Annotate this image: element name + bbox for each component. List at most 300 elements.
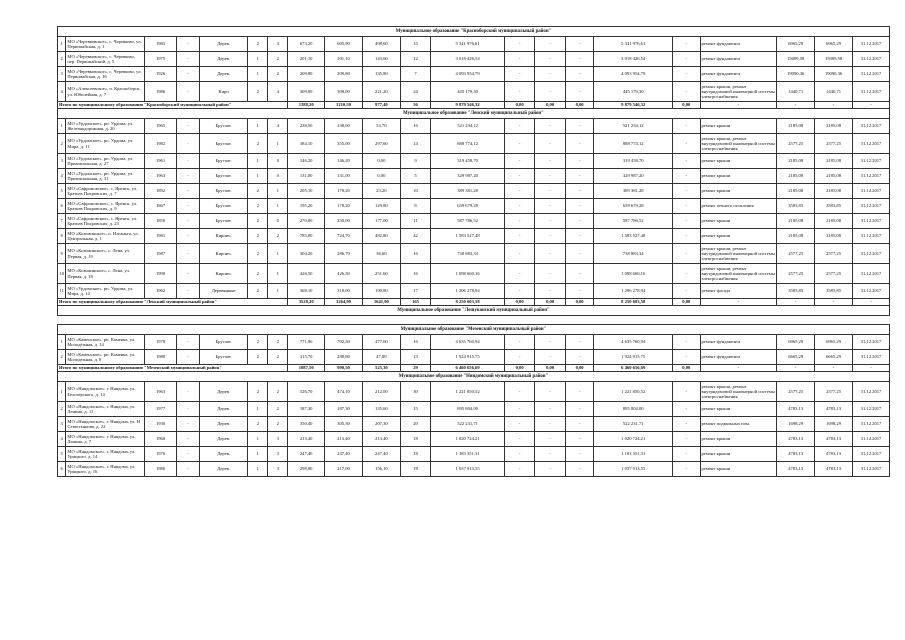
owners-cost: 4 093 954,79 — [594, 67, 673, 82]
build-year: 1990 — [145, 264, 177, 284]
floors: 2 — [248, 134, 268, 154]
max-cost: 3583,85 — [815, 199, 853, 214]
build-year: 1961 — [145, 154, 177, 169]
residents: 5 — [400, 169, 431, 184]
total-completion-date: - — [852, 365, 889, 372]
total-fund-federal: 0,00 — [504, 102, 535, 109]
other-cost: - — [673, 335, 700, 350]
row-number: 5 — [58, 184, 66, 199]
fund-regional: - — [535, 264, 566, 284]
floors: 1 — [248, 67, 268, 82]
row-number: 2 — [58, 350, 66, 365]
owners-cost: 521 234,12 — [594, 119, 673, 134]
total-unit-cost: - — [777, 365, 815, 372]
house-row — [58, 199, 890, 214]
work-type: ремонт крыши — [700, 229, 777, 244]
total-private-area: 525,30 — [362, 365, 400, 372]
fund-regional: - — [535, 52, 566, 67]
total-area: 298,80 — [288, 462, 325, 477]
row-number: 2 — [58, 134, 66, 154]
living-area: 724,70 — [325, 229, 363, 244]
fund-federal: - — [504, 184, 535, 199]
max-cost: 1698,29 — [815, 417, 853, 432]
max-cost: 2577,25 — [815, 264, 853, 284]
owners-cost: 1 583 527,48 — [594, 229, 673, 244]
private-area: 297,60 — [362, 134, 400, 154]
private-area: 47,80 — [362, 350, 400, 365]
total-owners-cost: 9 879 546,32 — [594, 102, 673, 109]
row-number: 2 — [58, 52, 66, 67]
residents: 17 — [400, 284, 431, 299]
other-cost: - — [673, 52, 700, 67]
private-area: 177,00 — [362, 214, 400, 229]
completion-date: 31.12.2017 — [852, 52, 889, 67]
max-cost: 4783,13 — [815, 447, 853, 462]
section-title: Муниципальное образование "Няндомский муниципальный район" — [58, 372, 890, 382]
build-year: 1981 — [145, 229, 177, 244]
fund-regional: - — [535, 350, 566, 365]
fund-regional: - — [535, 284, 566, 299]
fund-local: - — [565, 134, 593, 154]
residents: 24 — [400, 82, 431, 102]
completion-date: 31.12.2017 — [852, 229, 889, 244]
section-title: Муниципальное образование "Красноборский муниципальный район" — [58, 27, 890, 37]
wall-material: Дерев. — [199, 417, 247, 432]
fund-federal: - — [504, 82, 535, 102]
owners-cost: 895 804,00 — [594, 402, 673, 417]
residents: 20 — [400, 417, 431, 432]
work-type: ремонт подвальных пом. — [700, 417, 777, 432]
unit-cost: 2577,25 — [777, 244, 815, 264]
house-row — [58, 382, 890, 402]
total-completion-date: - — [852, 102, 889, 109]
fund-regional: - — [535, 402, 566, 417]
fund-regional: - — [535, 184, 566, 199]
private-area: 498,60 — [362, 37, 400, 52]
fund-regional: - — [535, 214, 566, 229]
completion-date: 31.12.2017 — [852, 402, 889, 417]
completion-date: 31.12.2017 — [852, 462, 889, 477]
living-area: 201,10 — [325, 52, 363, 67]
repair-cost: 888 774,12 — [431, 134, 505, 154]
completion-date: 31.12.2017 — [852, 350, 889, 365]
total-completion-date: - — [852, 299, 889, 306]
entrances: 3 — [268, 462, 288, 477]
wall-material: Дерев. — [199, 447, 247, 462]
residents: 15 — [400, 37, 431, 52]
fund-regional: - — [535, 37, 566, 52]
living-area: 308,00 — [325, 82, 363, 102]
living-area: 213,40 — [325, 432, 363, 447]
repair-cost: 389 381,28 — [431, 184, 505, 199]
repair-cost: 329 987,20 — [431, 169, 505, 184]
private-area: 143,60 — [362, 52, 400, 67]
private-area: 53,70 — [362, 119, 400, 134]
total-max-cost: - — [815, 102, 853, 109]
house-row — [58, 335, 890, 350]
total-area: 526,70 — [288, 382, 325, 402]
col-3: - — [176, 199, 199, 214]
house-row — [58, 134, 890, 154]
section-title: Муниципальное образование "Мезенский муниципальный район" — [58, 325, 890, 335]
total-fund-regional: 0,00 — [535, 299, 566, 306]
owners-cost: 1 037 913,55 — [594, 462, 673, 477]
residents: 16 — [400, 335, 431, 350]
house-address: МО «Сафроновское», с. Яренск, ул. Братьев Покровских, д. 7 — [66, 184, 145, 199]
fund-local: - — [565, 284, 593, 299]
house-row — [58, 447, 890, 462]
unit-cost: 6965,29 — [777, 37, 815, 52]
house-address: МО «Каменское», рп. Каменка, ул. Молодёжная, д. 14 — [66, 335, 145, 350]
fund-federal: - — [504, 134, 535, 154]
total-fund-local: 0,00 — [565, 365, 593, 372]
owners-cost: 587 786,52 — [594, 214, 673, 229]
section-header-row — [58, 372, 890, 382]
house-row — [58, 52, 890, 67]
fund-local: - — [565, 462, 593, 477]
unit-cost: 6965,29 — [777, 335, 815, 350]
total-work-type: - — [700, 299, 777, 306]
fund-local: - — [565, 67, 593, 82]
work-type: ремонт крыши — [700, 432, 777, 447]
owners-cost: 888 774,12 — [594, 134, 673, 154]
fund-local: - — [565, 154, 593, 169]
unit-cost: 2577,25 — [777, 134, 815, 154]
owners-cost: 319 458,70 — [594, 154, 673, 169]
private-area: 251,60 — [362, 264, 400, 284]
unit-cost: 2185,08 — [777, 119, 815, 134]
house-row — [58, 229, 890, 244]
entrances: 1 — [268, 284, 288, 299]
owners-cost: 639 679,28 — [594, 199, 673, 214]
row-number: 11 — [58, 284, 66, 299]
section-total-row — [58, 299, 890, 306]
fund-local: - — [565, 350, 593, 365]
other-cost: - — [673, 432, 700, 447]
house-address: МО «Сафроновское», с. Яренск, ул. Братьев Покровских, д. 23 — [66, 214, 145, 229]
unit-cost: 15009,58 — [777, 52, 815, 67]
repair-cost: 4 093 954,79 — [431, 67, 505, 82]
work-type: ремонт фундамента — [700, 37, 777, 52]
unit-cost: 4783,13 — [777, 432, 815, 447]
fund-local: - — [565, 52, 593, 67]
house-row — [58, 67, 890, 82]
row-number: 4 — [58, 432, 66, 447]
col-3: - — [176, 402, 199, 417]
entrances: 0 — [268, 169, 288, 184]
col-3: - — [176, 184, 199, 199]
total-label: Итого по муниципальному образованию "Ленский муниципальный район" — [58, 299, 288, 306]
residents: 8 — [400, 199, 431, 214]
work-type: ремонт крыши, ремонт внутридомовой инженерной системы электроснабжения — [700, 82, 777, 102]
house-row — [58, 350, 890, 365]
max-cost: 2185,08 — [815, 119, 853, 134]
row-number: 6 — [58, 462, 66, 477]
house-address: МО «Черевковское», с. Черевково, пер. Первомайский, д. 5 — [66, 52, 145, 67]
total-area: 238,50 — [288, 119, 325, 134]
house-row — [58, 82, 890, 102]
max-cost: 3585,85 — [815, 284, 853, 299]
other-cost: - — [673, 462, 700, 477]
section-total-row — [58, 102, 890, 109]
repair-cost: 319 458,70 — [431, 154, 505, 169]
house-address: МО «Каменское», рп. Каменка, ул. Молодёжная, д. 8 — [66, 350, 145, 365]
wall-material: Дерев. — [199, 432, 247, 447]
total-other-cost: 0,00 — [673, 299, 700, 306]
living-area: 474,10 — [325, 382, 363, 402]
row-number: 8 — [58, 229, 66, 244]
wall-material: Брусчат. — [199, 154, 247, 169]
work-type: ремонт крыши — [700, 184, 777, 199]
unit-cost: 4783,13 — [777, 462, 815, 477]
house-address: МО «Козьминское», с. Лена, ул. Первая, д. 18 — [66, 264, 145, 284]
fund-local: - — [565, 264, 593, 284]
unit-cost: 2185,08 — [777, 169, 815, 184]
total-repair-cost: 9 879 546,32 — [431, 102, 505, 109]
living-area: 250,00 — [325, 214, 363, 229]
floors: 2 — [248, 229, 268, 244]
living-area: 288,80 — [325, 350, 363, 365]
wall-material: Брусчат. — [199, 199, 247, 214]
floors: 1 — [248, 119, 268, 134]
repair-cost: 587 786,52 — [431, 214, 505, 229]
entrances: 2 — [268, 229, 288, 244]
floors: 1 — [248, 169, 268, 184]
total-residents: 56 — [400, 102, 431, 109]
max-cost: 2185,08 — [815, 169, 853, 184]
fund-regional: - — [535, 335, 566, 350]
wall-material: Брусчат. — [199, 184, 247, 199]
fund-federal: - — [504, 52, 535, 67]
residents: 16 — [400, 244, 431, 264]
repair-cost: 521 234,12 — [431, 119, 505, 134]
unit-cost: 3585,85 — [777, 284, 815, 299]
build-year: 1850 — [145, 214, 177, 229]
wall-material: Кирпич. — [199, 264, 247, 284]
col-3: - — [176, 432, 199, 447]
row-number: 5 — [58, 447, 66, 462]
fund-regional: - — [535, 67, 566, 82]
total-area: 368,10 — [288, 284, 325, 299]
total-area: 785,00 — [288, 229, 325, 244]
total-fund-federal: 0,00 — [504, 299, 535, 306]
fund-federal: - — [504, 284, 535, 299]
repair-cost: 1 098 660,16 — [431, 264, 505, 284]
total-label: Итого по муниципальному образованию "Красноборский муниципальный район" — [58, 102, 288, 109]
section-header-row — [58, 27, 890, 37]
total-label: Итого по муниципальному образованию "Мезенский муниципальный район" — [58, 365, 288, 372]
build-year: 1965 — [145, 119, 177, 134]
completion-date: 31.12.2017 — [852, 335, 889, 350]
row-number: 4 — [58, 169, 66, 184]
total-area: 187,30 — [288, 402, 325, 417]
entrances: 1 — [268, 134, 288, 154]
max-cost: 2185,08 — [815, 229, 853, 244]
owners-cost: 1 183 351,31 — [594, 447, 673, 462]
col-3: - — [176, 244, 199, 264]
fund-federal: - — [504, 382, 535, 402]
total-area: 146,20 — [288, 154, 325, 169]
owners-cost: 1 020 724,21 — [594, 432, 673, 447]
residents: 16 — [400, 119, 431, 134]
section-total-row — [58, 365, 890, 372]
build-year: 1930 — [145, 417, 177, 432]
build-year: 1963 — [145, 169, 177, 184]
house-row — [58, 214, 890, 229]
wall-material: Дерев. — [199, 382, 247, 402]
build-year: 1980 — [145, 350, 177, 365]
col-3: - — [176, 264, 199, 284]
floors: 2 — [248, 184, 268, 199]
house-address: МО «Няндомское», г. Няндома, ул. Ленина, д. 7 — [66, 432, 145, 447]
completion-date: 31.12.2017 — [852, 67, 889, 82]
max-cost: 6965,29 — [815, 335, 853, 350]
floors: 1 — [248, 432, 268, 447]
col-3: - — [176, 229, 199, 244]
living-area: 178,20 — [325, 199, 363, 214]
repair-cost: 1 020 724,21 — [431, 432, 505, 447]
fund-regional: - — [535, 432, 566, 447]
entrances: 1 — [268, 199, 288, 214]
total-other-cost: 0,00 — [673, 102, 700, 109]
entrances: 0 — [268, 154, 288, 169]
work-type: ремонт фундамента — [700, 52, 777, 67]
unit-cost: 2185,08 — [777, 214, 815, 229]
floors: 2 — [248, 350, 268, 365]
entrances: 2 — [268, 417, 288, 432]
entrances: 2 — [268, 67, 288, 82]
private-area: 36,60 — [362, 244, 400, 264]
residents: 42 — [400, 229, 431, 244]
col-3: - — [176, 169, 199, 184]
col-3: - — [176, 382, 199, 402]
floors: 2 — [248, 382, 268, 402]
house-row — [58, 169, 890, 184]
repair-cost: 1 037 913,55 — [431, 462, 505, 477]
build-year: 1978 — [145, 335, 177, 350]
private-area: 0,00 — [362, 154, 400, 169]
repair-cost: 639 679,28 — [431, 199, 505, 214]
col-3: - — [176, 447, 199, 462]
fund-local: - — [565, 335, 593, 350]
wall-material: Деревянные — [199, 284, 247, 299]
total-owners-cost: 8 250 603,58 — [594, 299, 673, 306]
total-max-cost: - — [815, 299, 853, 306]
build-year: 1976 — [145, 447, 177, 462]
house-address: МО «Козьминское», с. Лена, ул. Первая, д. 19 — [66, 244, 145, 264]
max-cost: 1440,71 — [815, 82, 853, 102]
total-total-area: 1087,50 — [288, 365, 325, 372]
other-cost: - — [673, 67, 700, 82]
build-year: 1987 — [145, 244, 177, 264]
housing-repair-table — [57, 26, 890, 477]
living-area: 146,20 — [325, 154, 363, 169]
fund-federal: - — [504, 462, 535, 477]
total-repair-cost: 8 250 603,58 — [431, 299, 505, 306]
wall-material: Брусчат. — [199, 350, 247, 365]
repair-cost: 1 583 527,48 — [431, 229, 505, 244]
house-row — [58, 417, 890, 432]
house-row — [58, 119, 890, 134]
private-area: 221,20 — [362, 82, 400, 102]
row-number: 1 — [58, 119, 66, 134]
fund-regional: - — [535, 382, 566, 402]
house-address: МО «Козьминское», п. Илганьга, ул. Центральная, д. 1 — [66, 229, 145, 244]
fund-regional: - — [535, 199, 566, 214]
fund-federal: - — [504, 432, 535, 447]
col-3: - — [176, 37, 199, 52]
wall-material: Дерев. — [199, 402, 247, 417]
unit-cost: 3583,85 — [777, 199, 815, 214]
unit-cost: 1440,71 — [777, 82, 815, 102]
total-area: 771,80 — [288, 335, 325, 350]
unit-cost: 4783,13 — [777, 402, 815, 417]
owners-cost: 3 018 426,54 — [594, 52, 673, 67]
fund-local: - — [565, 417, 593, 432]
work-type: ремонт печного отопления — [700, 199, 777, 214]
total-living-area: 3264,90 — [325, 299, 363, 306]
floors: 2 — [248, 417, 268, 432]
owners-cost: 4 635 760,94 — [594, 335, 673, 350]
unit-cost: 2577,25 — [777, 382, 815, 402]
total-private-area: 1641,90 — [362, 299, 400, 306]
total-living-area: 1210,50 — [325, 102, 363, 109]
fund-local: - — [565, 432, 593, 447]
work-type: ремонт крыши, ремонт внутридомовой инженерной системы электроснабжения — [700, 382, 777, 402]
house-address: МО «Урдомское», рп. Урдома, ул. Привокзальная, д. 31 — [66, 169, 145, 184]
row-number: 6 — [58, 199, 66, 214]
completion-date: 31.12.2017 — [852, 244, 889, 264]
private-area: 23,20 — [362, 184, 400, 199]
fund-local: - — [565, 244, 593, 264]
col-3: - — [176, 214, 199, 229]
work-type: ремонт крыши — [700, 169, 777, 184]
total-area: 673,20 — [288, 37, 325, 52]
wall-material: Брусчат. — [199, 214, 247, 229]
entrances: 2 — [268, 335, 288, 350]
build-year: 1963 — [145, 382, 177, 402]
repair-cost: 1 183 351,31 — [431, 447, 505, 462]
other-cost: - — [673, 169, 700, 184]
unit-cost: 2185,08 — [777, 184, 815, 199]
completion-date: 31.12.2017 — [852, 199, 889, 214]
total-area: 131,00 — [288, 169, 325, 184]
fund-regional: - — [535, 82, 566, 102]
work-type: ремонт крыши — [700, 462, 777, 477]
completion-date: 31.12.2017 — [852, 382, 889, 402]
total-area: 309,00 — [288, 82, 325, 102]
living-area: 238,00 — [325, 119, 363, 134]
fund-federal: - — [504, 402, 535, 417]
build-year: 1892 — [145, 184, 177, 199]
total-area: 213,40 — [288, 432, 325, 447]
fund-local: - — [565, 214, 593, 229]
total-area: 201,10 — [288, 52, 325, 67]
other-cost: - — [673, 199, 700, 214]
work-type: ремонт крыши — [700, 154, 777, 169]
total-unit-cost: - — [777, 102, 815, 109]
total-private-area: 977,40 — [362, 102, 400, 109]
row-number: 1 — [58, 382, 66, 402]
completion-date: 31.12.2017 — [852, 284, 889, 299]
max-cost: 19090,36 — [815, 67, 853, 82]
completion-date: 31.12.2017 — [852, 184, 889, 199]
section-header-row — [58, 306, 890, 316]
build-year: 1975 — [145, 52, 177, 67]
fund-regional: - — [535, 417, 566, 432]
residents: 9 — [400, 154, 431, 169]
col-3: - — [176, 134, 199, 154]
